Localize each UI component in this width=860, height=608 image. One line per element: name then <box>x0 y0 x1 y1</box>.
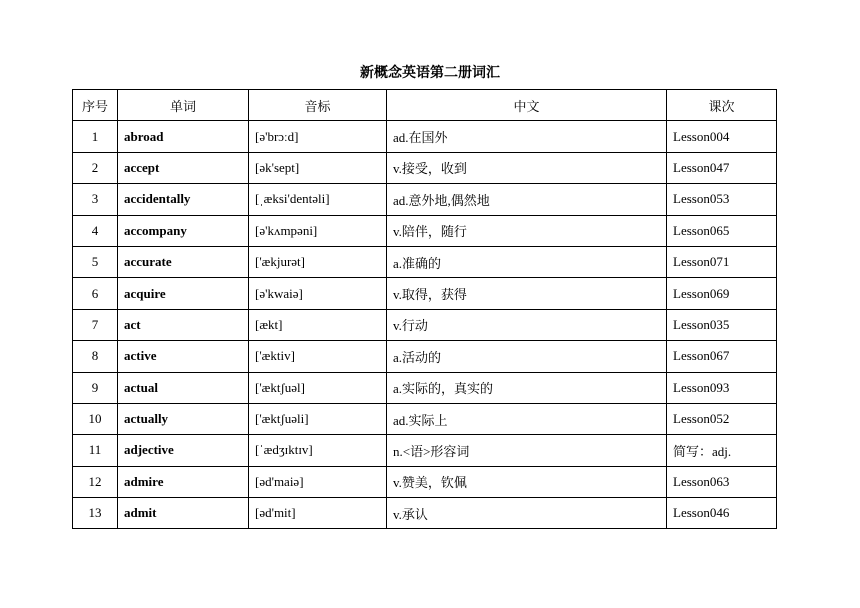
row-lesson: Lesson053 <box>667 184 777 215</box>
table-row <box>73 121 777 152</box>
row-number: 2 <box>73 152 118 183</box>
row-number: 9 <box>73 372 118 403</box>
row-number: 11 <box>73 435 118 466</box>
table-row <box>73 466 777 497</box>
row-number: 13 <box>73 498 118 529</box>
row-meaning: ad.实际上 <box>387 403 667 434</box>
row-phonetic: [ækt] <box>249 309 387 340</box>
row-meaning: n.<语>形容词 <box>387 435 667 466</box>
row-word: accompany <box>118 215 249 246</box>
row-phonetic: [ə'brɔːd] <box>249 121 387 152</box>
row-number: 1 <box>73 121 118 152</box>
row-phonetic: ['æktʃuəli] <box>249 403 387 434</box>
row-phonetic: ['æktʃuəl] <box>249 372 387 403</box>
row-lesson: Lesson065 <box>667 215 777 246</box>
vocabulary-table <box>72 89 777 529</box>
row-lesson: Lesson046 <box>667 498 777 529</box>
row-meaning: ad.意外地,偶然地 <box>387 184 667 215</box>
row-lesson: Lesson093 <box>667 372 777 403</box>
row-phonetic: [ək'sept] <box>249 152 387 183</box>
row-number: 10 <box>73 403 118 434</box>
table-row <box>73 372 777 403</box>
table-row <box>73 246 777 277</box>
header-lesson: 课次 <box>667 90 777 121</box>
row-number: 7 <box>73 309 118 340</box>
header-meaning: 中文 <box>387 90 667 121</box>
row-phonetic: [ˌæksi'dentəli] <box>249 184 387 215</box>
table-row <box>73 341 777 372</box>
row-lesson: Lesson069 <box>667 278 777 309</box>
row-number: 6 <box>73 278 118 309</box>
row-word: active <box>118 341 249 372</box>
row-meaning: a.实际的，真实的 <box>387 372 667 403</box>
row-word: actually <box>118 403 249 434</box>
row-meaning: v.承认 <box>387 498 667 529</box>
table-row <box>73 403 777 434</box>
row-lesson: 简写：adj. <box>667 435 777 466</box>
row-word: admire <box>118 466 249 497</box>
row-lesson: Lesson047 <box>667 152 777 183</box>
row-number: 5 <box>73 246 118 277</box>
row-lesson: Lesson067 <box>667 341 777 372</box>
row-lesson: Lesson035 <box>667 309 777 340</box>
row-meaning: a.活动的 <box>387 341 667 372</box>
table-row <box>73 184 777 215</box>
row-word: admit <box>118 498 249 529</box>
header-phonetic: 音标 <box>249 90 387 121</box>
row-word: act <box>118 309 249 340</box>
row-lesson: Lesson063 <box>667 466 777 497</box>
table-row <box>73 278 777 309</box>
row-phonetic: [ə'kwaiə] <box>249 278 387 309</box>
table-row <box>73 152 777 183</box>
row-lesson: Lesson071 <box>667 246 777 277</box>
header-number: 序号 <box>73 90 118 121</box>
row-phonetic: [ˈædʒɪktɪv] <box>249 435 387 466</box>
row-word: acquire <box>118 278 249 309</box>
row-word: actual <box>118 372 249 403</box>
row-word: accurate <box>118 246 249 277</box>
row-meaning: v.行动 <box>387 309 667 340</box>
row-meaning: v.陪伴，随行 <box>387 215 667 246</box>
table-row <box>73 309 777 340</box>
row-phonetic: ['æktiv] <box>249 341 387 372</box>
row-meaning: v.取得，获得 <box>387 278 667 309</box>
table-row <box>73 215 777 246</box>
row-meaning: ad.在国外 <box>387 121 667 152</box>
row-phonetic: [ə'kʌmpəni] <box>249 215 387 246</box>
row-lesson: Lesson004 <box>667 121 777 152</box>
header-word: 单词 <box>118 90 249 121</box>
row-meaning: v.赞美，钦佩 <box>387 466 667 497</box>
row-number: 12 <box>73 466 118 497</box>
row-number: 4 <box>73 215 118 246</box>
row-meaning: a.准确的 <box>387 246 667 277</box>
row-lesson: Lesson052 <box>667 403 777 434</box>
table-body <box>73 121 777 529</box>
row-number: 3 <box>73 184 118 215</box>
row-word: accept <box>118 152 249 183</box>
document-title: 新概念英语第二册词汇 <box>360 65 500 81</box>
row-word: adjective <box>118 435 249 466</box>
row-word: abroad <box>118 121 249 152</box>
row-meaning: v.接受，收到 <box>387 152 667 183</box>
row-phonetic: ['ækjurət] <box>249 246 387 277</box>
table-row <box>73 435 777 466</box>
table-row <box>73 498 777 529</box>
row-phonetic: [əd'mit] <box>249 498 387 529</box>
row-word: accidentally <box>118 184 249 215</box>
table-header-row <box>73 90 777 121</box>
row-phonetic: [əd'maiə] <box>249 466 387 497</box>
row-number: 8 <box>73 341 118 372</box>
